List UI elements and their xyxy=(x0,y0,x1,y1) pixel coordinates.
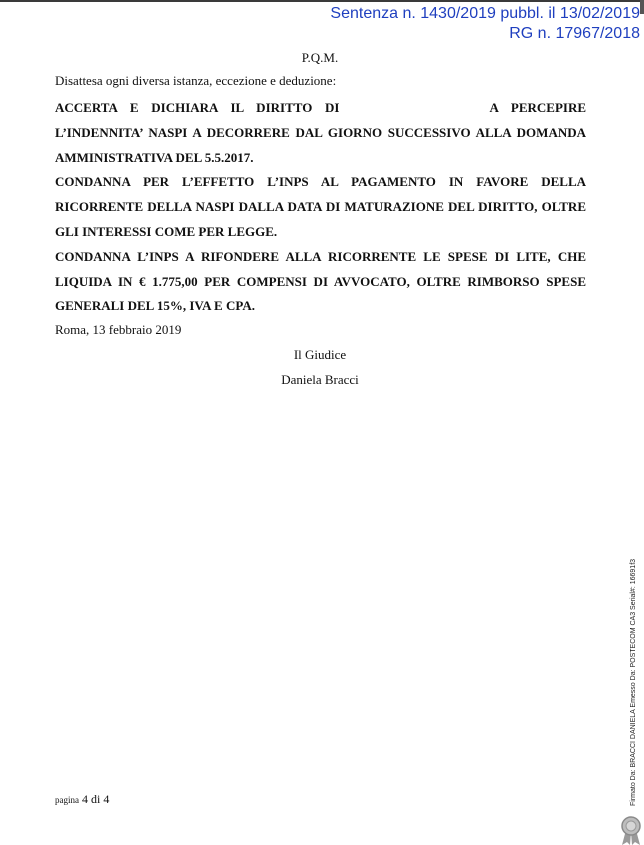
dispositivo-paragraph-1 xyxy=(55,96,586,170)
top-rule xyxy=(0,0,644,2)
ribbon-seal-icon xyxy=(618,815,644,845)
dispositivo-paragraph-2: CONDANNA PER L’EFFETTO L’INPS AL PAGAMENTO IN FAVORE DELLA RICORRENTE DELLA NASPI DALLA DATA DI MATURAZIONE DEL DIRITTO, OLTRE GLI INTERESSI COME PER LEGGE. xyxy=(55,174,586,239)
intro-text: Disattesa ogni diversa istanza, eccezione e deduzione: xyxy=(55,73,337,88)
page-footer xyxy=(55,792,109,807)
dispositivo-paragraph-3: CONDANNA L’INPS A RIFONDERE ALLA RICORRENTE LE SPESE DI LITE, CHE LIQUIDA IN € 1.775,00 PER COMPENSI DI AVVOCATO, OLTRE RIMBORSO SPESE GENERALI DEL 15%, IVA E CPA. xyxy=(55,248,586,314)
dispositivo xyxy=(55,96,586,319)
rg-number: RG n. 17967/2018 xyxy=(509,25,640,42)
sentence-number: Sentenza n. 1430/2019 pubbl. il 13/02/2019 xyxy=(330,5,640,22)
pqm-heading: P.Q.M. xyxy=(301,50,339,65)
judge-title: Il Giudice xyxy=(293,347,347,362)
header-stamp xyxy=(330,4,640,44)
p1-end: A PERCEPIRE L’INDENNITA’ NASPI A DECORRERE DAL GIORNO SUCCESSIVO ALLA DOMANDA AMMINISTRATIVA DEL 5.5.2017. xyxy=(55,100,586,165)
page-word: pagina xyxy=(55,795,79,805)
top-rule-end xyxy=(640,0,644,14)
place-date: Roma, 13 febbraio 2019 xyxy=(55,322,182,337)
p1-start: ACCERTA E DICHIARA IL DIRITTO DI xyxy=(55,100,340,115)
digital-signature-text: Firmato Da: BRACCI DANIELA Emesso Da: POSTECOM CA3 Serial#: 16691f3 xyxy=(630,558,637,806)
judge-name: Daniela Bracci xyxy=(281,372,359,387)
page-number: 4 di 4 xyxy=(82,792,110,806)
